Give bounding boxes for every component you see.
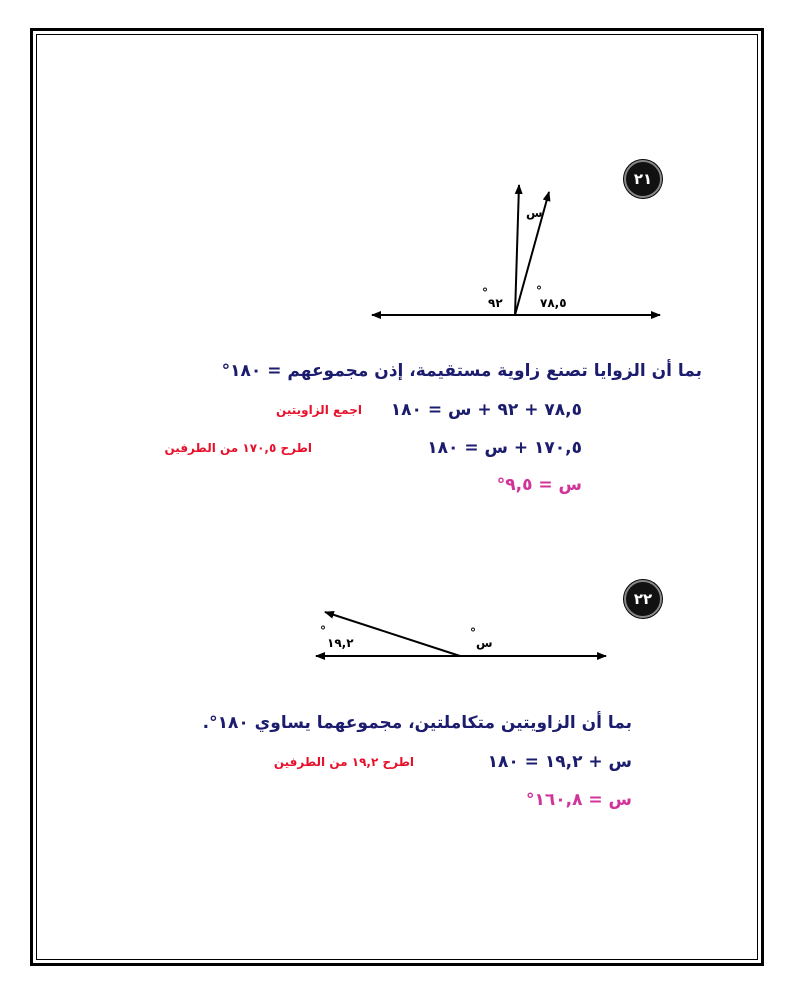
problem-21-step1-note: اجمع الزاويتين (276, 403, 362, 417)
problem-21-number: ٢١ (633, 170, 653, 188)
problem-22-deg-x: ° (470, 626, 476, 640)
problem-21-answer: س = ٩,٥° (496, 475, 582, 495)
problem-21-label-x: س (526, 206, 543, 220)
problem-22-number: ٢٢ (633, 590, 653, 608)
problem-21-deg-right: ° (536, 284, 542, 298)
problem-21-step2-equation: ١٧٠,٥ + س = ١٨٠ (427, 438, 582, 458)
problem-21-statement: بما أن الزوايا تصنع زاوية مستقيمة، إذن مجموعهم = ١٨٠° (221, 361, 702, 381)
problem-22-step1-note: اطرح ١٩,٢ من الطرفين (273, 755, 414, 769)
problem-21-step2-note: اطرح ١٧٠,٥ من الطرفين (164, 441, 312, 455)
problem-22-answer: س = ١٦٠,٨° (525, 790, 632, 810)
problem-22-step1-equation: س + ١٩,٢ = ١٨٠ (487, 752, 632, 772)
problem-22-label-19-2: ١٩,٢ (327, 636, 354, 650)
problem-21-deg-left: ° (482, 286, 488, 300)
problem-21-label-92: ٩٢ (488, 296, 503, 310)
problem-21-label-78-5: ٧٨,٥ (540, 296, 567, 310)
problem-22-statement: بما أن الزاويتين متكاملتين، مجموعهما يساوي ١٨٠°. (202, 713, 632, 733)
problem-22-label-x: س (476, 636, 493, 650)
problem-22-deg-small: ° (320, 624, 326, 638)
problem-21-step1-equation: ٧٨,٥ + ٩٢ + س = ١٨٠ (390, 400, 582, 420)
